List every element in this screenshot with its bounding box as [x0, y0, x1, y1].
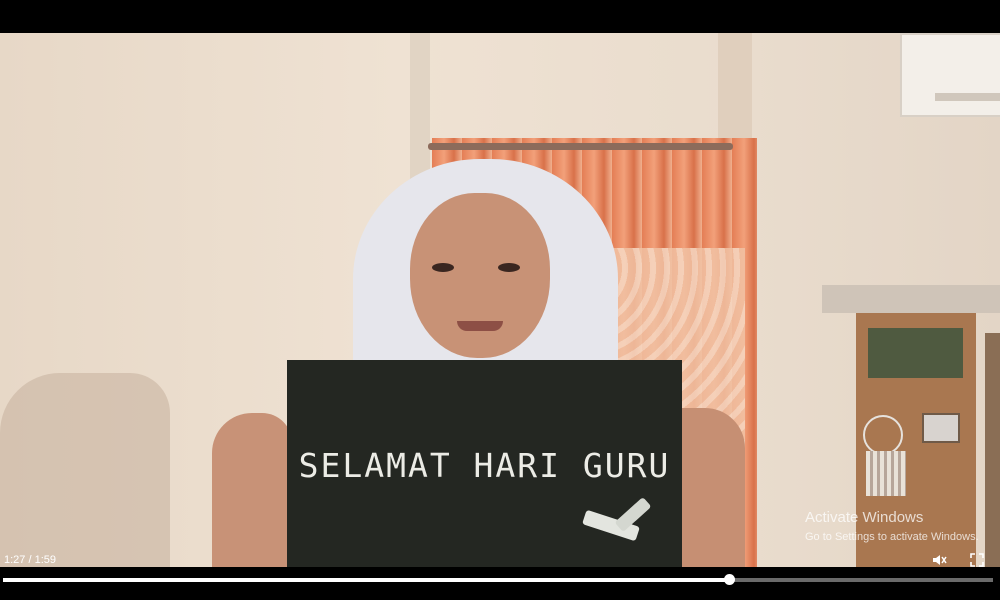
watermark-subtitle: Go to Settings to activate Windows. [805, 531, 979, 543]
fullscreen-icon[interactable] [968, 551, 986, 569]
mouth [457, 321, 503, 331]
progress-fill [3, 578, 729, 582]
board-text: SELAMAT HARI GURU [298, 446, 671, 485]
wall-shadow [0, 373, 170, 567]
air-conditioner-vent [935, 93, 1000, 101]
dreamcatcher [863, 415, 903, 455]
video-frame[interactable] [0, 33, 1000, 567]
right-eye [498, 263, 520, 272]
left-eye [432, 263, 454, 272]
progress-bar[interactable] [3, 578, 993, 582]
mute-icon[interactable] [930, 551, 948, 569]
left-hand [212, 413, 292, 567]
top-black-bar [0, 0, 1000, 33]
cabinet-panel [868, 328, 963, 378]
windows-activation-watermark [805, 509, 979, 543]
shelf-top [822, 285, 1000, 313]
time-display: 1:27 / 1:59 [4, 554, 56, 566]
progress-knob[interactable] [724, 574, 735, 585]
person-face [410, 193, 550, 358]
air-conditioner [900, 33, 1000, 117]
curtain-rod [428, 143, 733, 150]
watermark-title: Activate Windows [805, 509, 924, 526]
hanging-item [922, 413, 960, 443]
right-edge [985, 333, 1000, 567]
dreamcatcher-feathers [866, 451, 906, 496]
